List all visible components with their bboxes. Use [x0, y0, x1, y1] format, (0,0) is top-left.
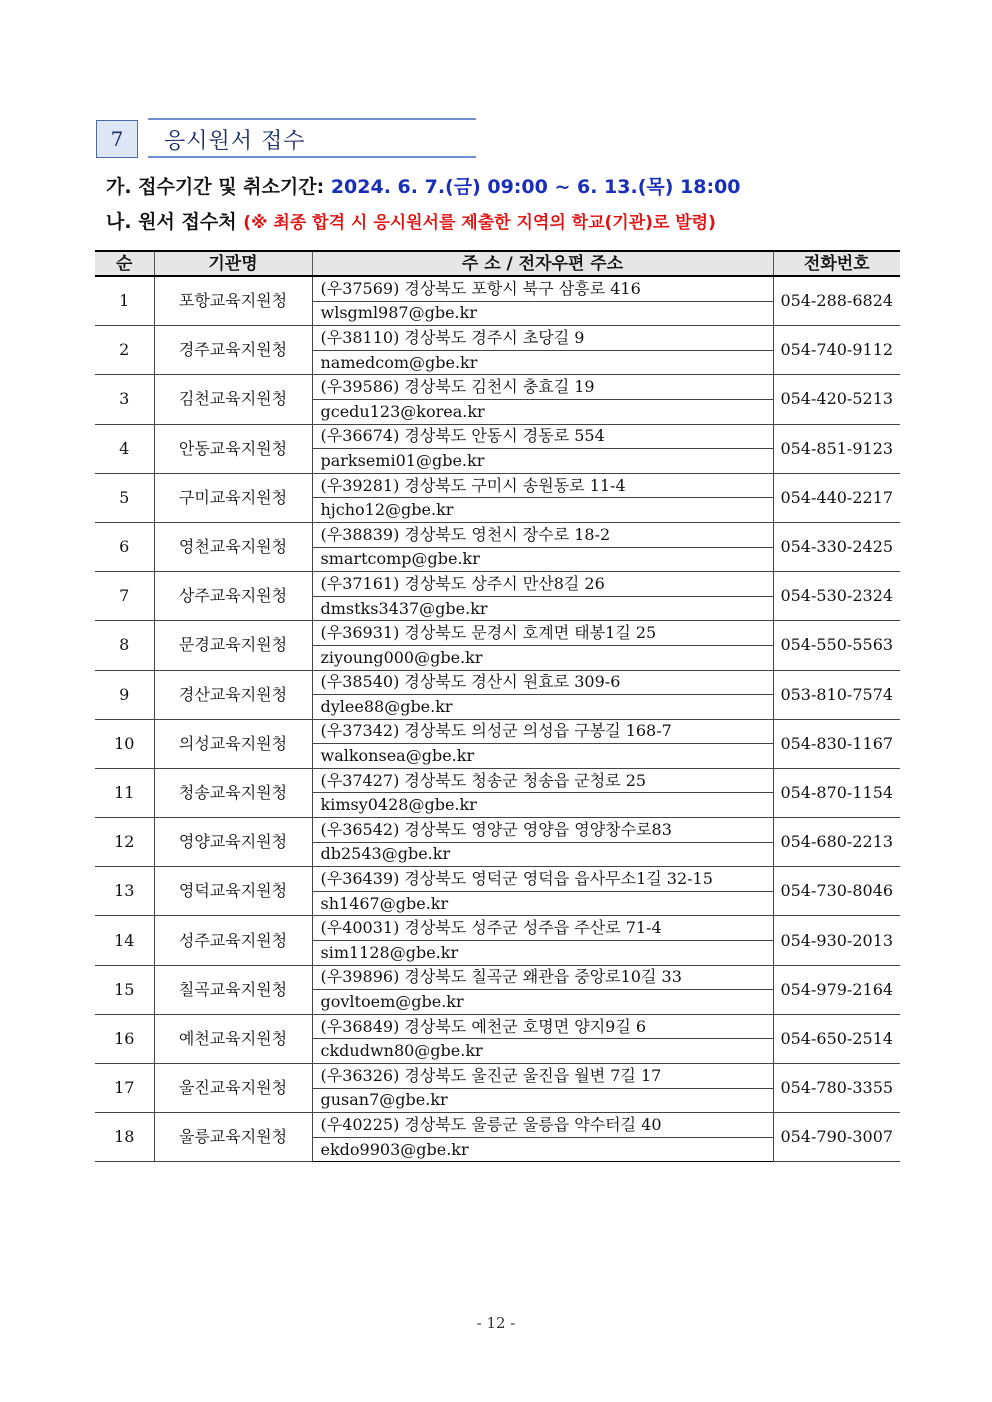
office-email: ziyoung000@gbe.kr: [312, 645, 773, 670]
application-office-line: [106, 207, 716, 234]
table-row: [95, 818, 900, 843]
office-email: kimsy0428@gbe.kr: [312, 793, 773, 818]
office-email: govltoem@gbe.kr: [312, 990, 773, 1015]
row-number: 18: [95, 1113, 154, 1162]
office-name: 경산교육지원청: [154, 670, 312, 719]
office-name: 문경교육지원청: [154, 621, 312, 670]
row-number: 5: [95, 473, 154, 522]
office-tel: 054-930-2013: [773, 916, 900, 965]
office-address: (우38540) 경상북도 경산시 원효로 309-6: [312, 670, 773, 695]
office-address: (우36849) 경상북도 예천군 호명면 양지9길 6: [312, 1014, 773, 1039]
office-tel: 054-330-2425: [773, 522, 900, 571]
application-office-note: (※ 최종 합격 시 응시원서를 제출한 지역의 학교(기관)로 발령): [243, 213, 716, 233]
office-address: (우39896) 경상북도 칠곡군 왜관읍 중앙로10길 33: [312, 965, 773, 990]
table-row: [95, 473, 900, 498]
office-address: (우37342) 경상북도 의성군 의성읍 구봉길 168-7: [312, 719, 773, 744]
table-row: [95, 670, 900, 695]
office-email: dmstks3437@gbe.kr: [312, 596, 773, 621]
office-name: 영덕교육지원청: [154, 867, 312, 916]
row-number: 15: [95, 965, 154, 1014]
table-row: [95, 375, 900, 400]
row-number: 13: [95, 867, 154, 916]
table-header-row: [95, 251, 900, 276]
office-address: (우38110) 경상북도 경주시 초당길 9: [312, 326, 773, 351]
office-tel: 054-740-9112: [773, 326, 900, 375]
section-title: 응시원서 접수: [164, 129, 306, 154]
office-address: (우36542) 경상북도 영양군 영양읍 영양창수로83: [312, 818, 773, 843]
table-row: [95, 916, 900, 941]
office-tel: 054-830-1167: [773, 719, 900, 768]
row-number: 2: [95, 326, 154, 375]
office-tel: 054-440-2217: [773, 473, 900, 522]
table-row: [95, 965, 900, 990]
row-number: 16: [95, 1014, 154, 1063]
office-email: walkonsea@gbe.kr: [312, 744, 773, 769]
application-office-label: 나. 원서 접수처: [106, 211, 244, 233]
office-address: (우37569) 경상북도 포항시 북구 삼흥로 416: [312, 276, 773, 301]
office-name: 울진교육지원청: [154, 1064, 312, 1113]
office-name: 성주교육지원청: [154, 916, 312, 965]
office-address: (우37427) 경상북도 청송군 청송읍 군청로 25: [312, 768, 773, 793]
office-name: 포항교육지원청: [154, 276, 312, 326]
office-address: (우40225) 경상북도 울릉군 울릉읍 약수터길 40: [312, 1113, 773, 1138]
row-number: 11: [95, 768, 154, 817]
table-row: [95, 276, 900, 301]
office-table: [95, 250, 900, 1162]
office-name: 안동교육지원청: [154, 424, 312, 473]
office-tel: 054-730-8046: [773, 867, 900, 916]
section-title-box: [148, 118, 476, 158]
office-tel: 054-420-5213: [773, 375, 900, 424]
office-tel: 054-650-2514: [773, 1014, 900, 1063]
office-email: parksemi01@gbe.kr: [312, 449, 773, 474]
office-name: 영양교육지원청: [154, 818, 312, 867]
application-period-label: 가. 접수기간 및 취소기간:: [106, 176, 331, 198]
table-row: [95, 768, 900, 793]
row-number: 9: [95, 670, 154, 719]
office-name: 영천교육지원청: [154, 522, 312, 571]
header-address: 주 소 / 전자우편 주소: [312, 251, 773, 276]
office-email: dylee88@gbe.kr: [312, 695, 773, 720]
office-tel: 054-550-5563: [773, 621, 900, 670]
table-row: [95, 424, 900, 449]
office-name: 김천교육지원청: [154, 375, 312, 424]
office-name: 칠곡교육지원청: [154, 965, 312, 1014]
office-tel: 054-680-2213: [773, 818, 900, 867]
office-email: smartcomp@gbe.kr: [312, 547, 773, 572]
row-number: 12: [95, 818, 154, 867]
office-tel: 054-870-1154: [773, 768, 900, 817]
office-email: gcedu123@korea.kr: [312, 399, 773, 424]
row-number: 1: [95, 276, 154, 326]
row-number: 3: [95, 375, 154, 424]
office-address: (우36326) 경상북도 울진군 울진읍 월변 7길 17: [312, 1064, 773, 1089]
office-tel: 054-851-9123: [773, 424, 900, 473]
office-address: (우39281) 경상북도 구미시 송원동로 11-4: [312, 473, 773, 498]
office-address: (우38839) 경상북도 영천시 장수로 18-2: [312, 522, 773, 547]
office-tel: 054-790-3007: [773, 1113, 900, 1162]
office-table-body: [95, 276, 900, 1162]
office-tel: 054-780-3355: [773, 1064, 900, 1113]
office-name: 구미교육지원청: [154, 473, 312, 522]
header-tel: 전화번호: [773, 251, 900, 276]
office-address: (우36674) 경상북도 안동시 경동로 554: [312, 424, 773, 449]
application-period-value: 2024. 6. 7.(금) 09:00 ~ 6. 13.(목) 18:00: [330, 176, 741, 198]
office-address: (우37161) 경상북도 상주시 만산8길 26: [312, 572, 773, 597]
row-number: 4: [95, 424, 154, 473]
office-email: ekdo9903@gbe.kr: [312, 1137, 773, 1162]
office-tel: 054-288-6824: [773, 276, 900, 326]
office-address: (우36439) 경상북도 영덕군 영덕읍 읍사무소1길 32-15: [312, 867, 773, 892]
office-name: 상주교육지원청: [154, 572, 312, 621]
table-row: [95, 621, 900, 646]
row-number: 7: [95, 572, 154, 621]
table-row: [95, 572, 900, 597]
office-email: gusan7@gbe.kr: [312, 1088, 773, 1113]
office-name: 청송교육지원청: [154, 768, 312, 817]
table-row: [95, 1064, 900, 1089]
office-email: wlsgml987@gbe.kr: [312, 301, 773, 326]
table-row: [95, 867, 900, 892]
office-email: sim1128@gbe.kr: [312, 941, 773, 966]
table-row: [95, 522, 900, 547]
office-tel: 053-810-7574: [773, 670, 900, 719]
office-name: 의성교육지원청: [154, 719, 312, 768]
page-number: - 12 -: [476, 1314, 516, 1332]
office-name: 예천교육지원청: [154, 1014, 312, 1063]
office-name: 울릉교육지원청: [154, 1113, 312, 1162]
office-tel: 054-979-2164: [773, 965, 900, 1014]
application-period-line: [106, 172, 741, 199]
section-header: [96, 118, 476, 160]
office-email: db2543@gbe.kr: [312, 842, 773, 867]
table-row: [95, 719, 900, 744]
row-number: 14: [95, 916, 154, 965]
office-tel: 054-530-2324: [773, 572, 900, 621]
office-address: (우36931) 경상북도 문경시 호계면 태봉1길 25: [312, 621, 773, 646]
table-row: [95, 326, 900, 351]
row-number: 8: [95, 621, 154, 670]
office-address: (우39586) 경상북도 김천시 충효길 19: [312, 375, 773, 400]
header-office-name: 기관명: [154, 251, 312, 276]
row-number: 17: [95, 1064, 154, 1113]
table-row: [95, 1014, 900, 1039]
office-email: namedcom@gbe.kr: [312, 350, 773, 375]
row-number: 10: [95, 719, 154, 768]
office-name: 경주교육지원청: [154, 326, 312, 375]
office-email: sh1467@gbe.kr: [312, 891, 773, 916]
table-row: [95, 1113, 900, 1138]
office-email: ckdudwn80@gbe.kr: [312, 1039, 773, 1064]
header-no: 순: [95, 251, 154, 276]
row-number: 6: [95, 522, 154, 571]
office-address: (우40031) 경상북도 성주군 성주읍 주산로 71-4: [312, 916, 773, 941]
section-number: 7: [96, 120, 138, 158]
office-email: hjcho12@gbe.kr: [312, 498, 773, 523]
